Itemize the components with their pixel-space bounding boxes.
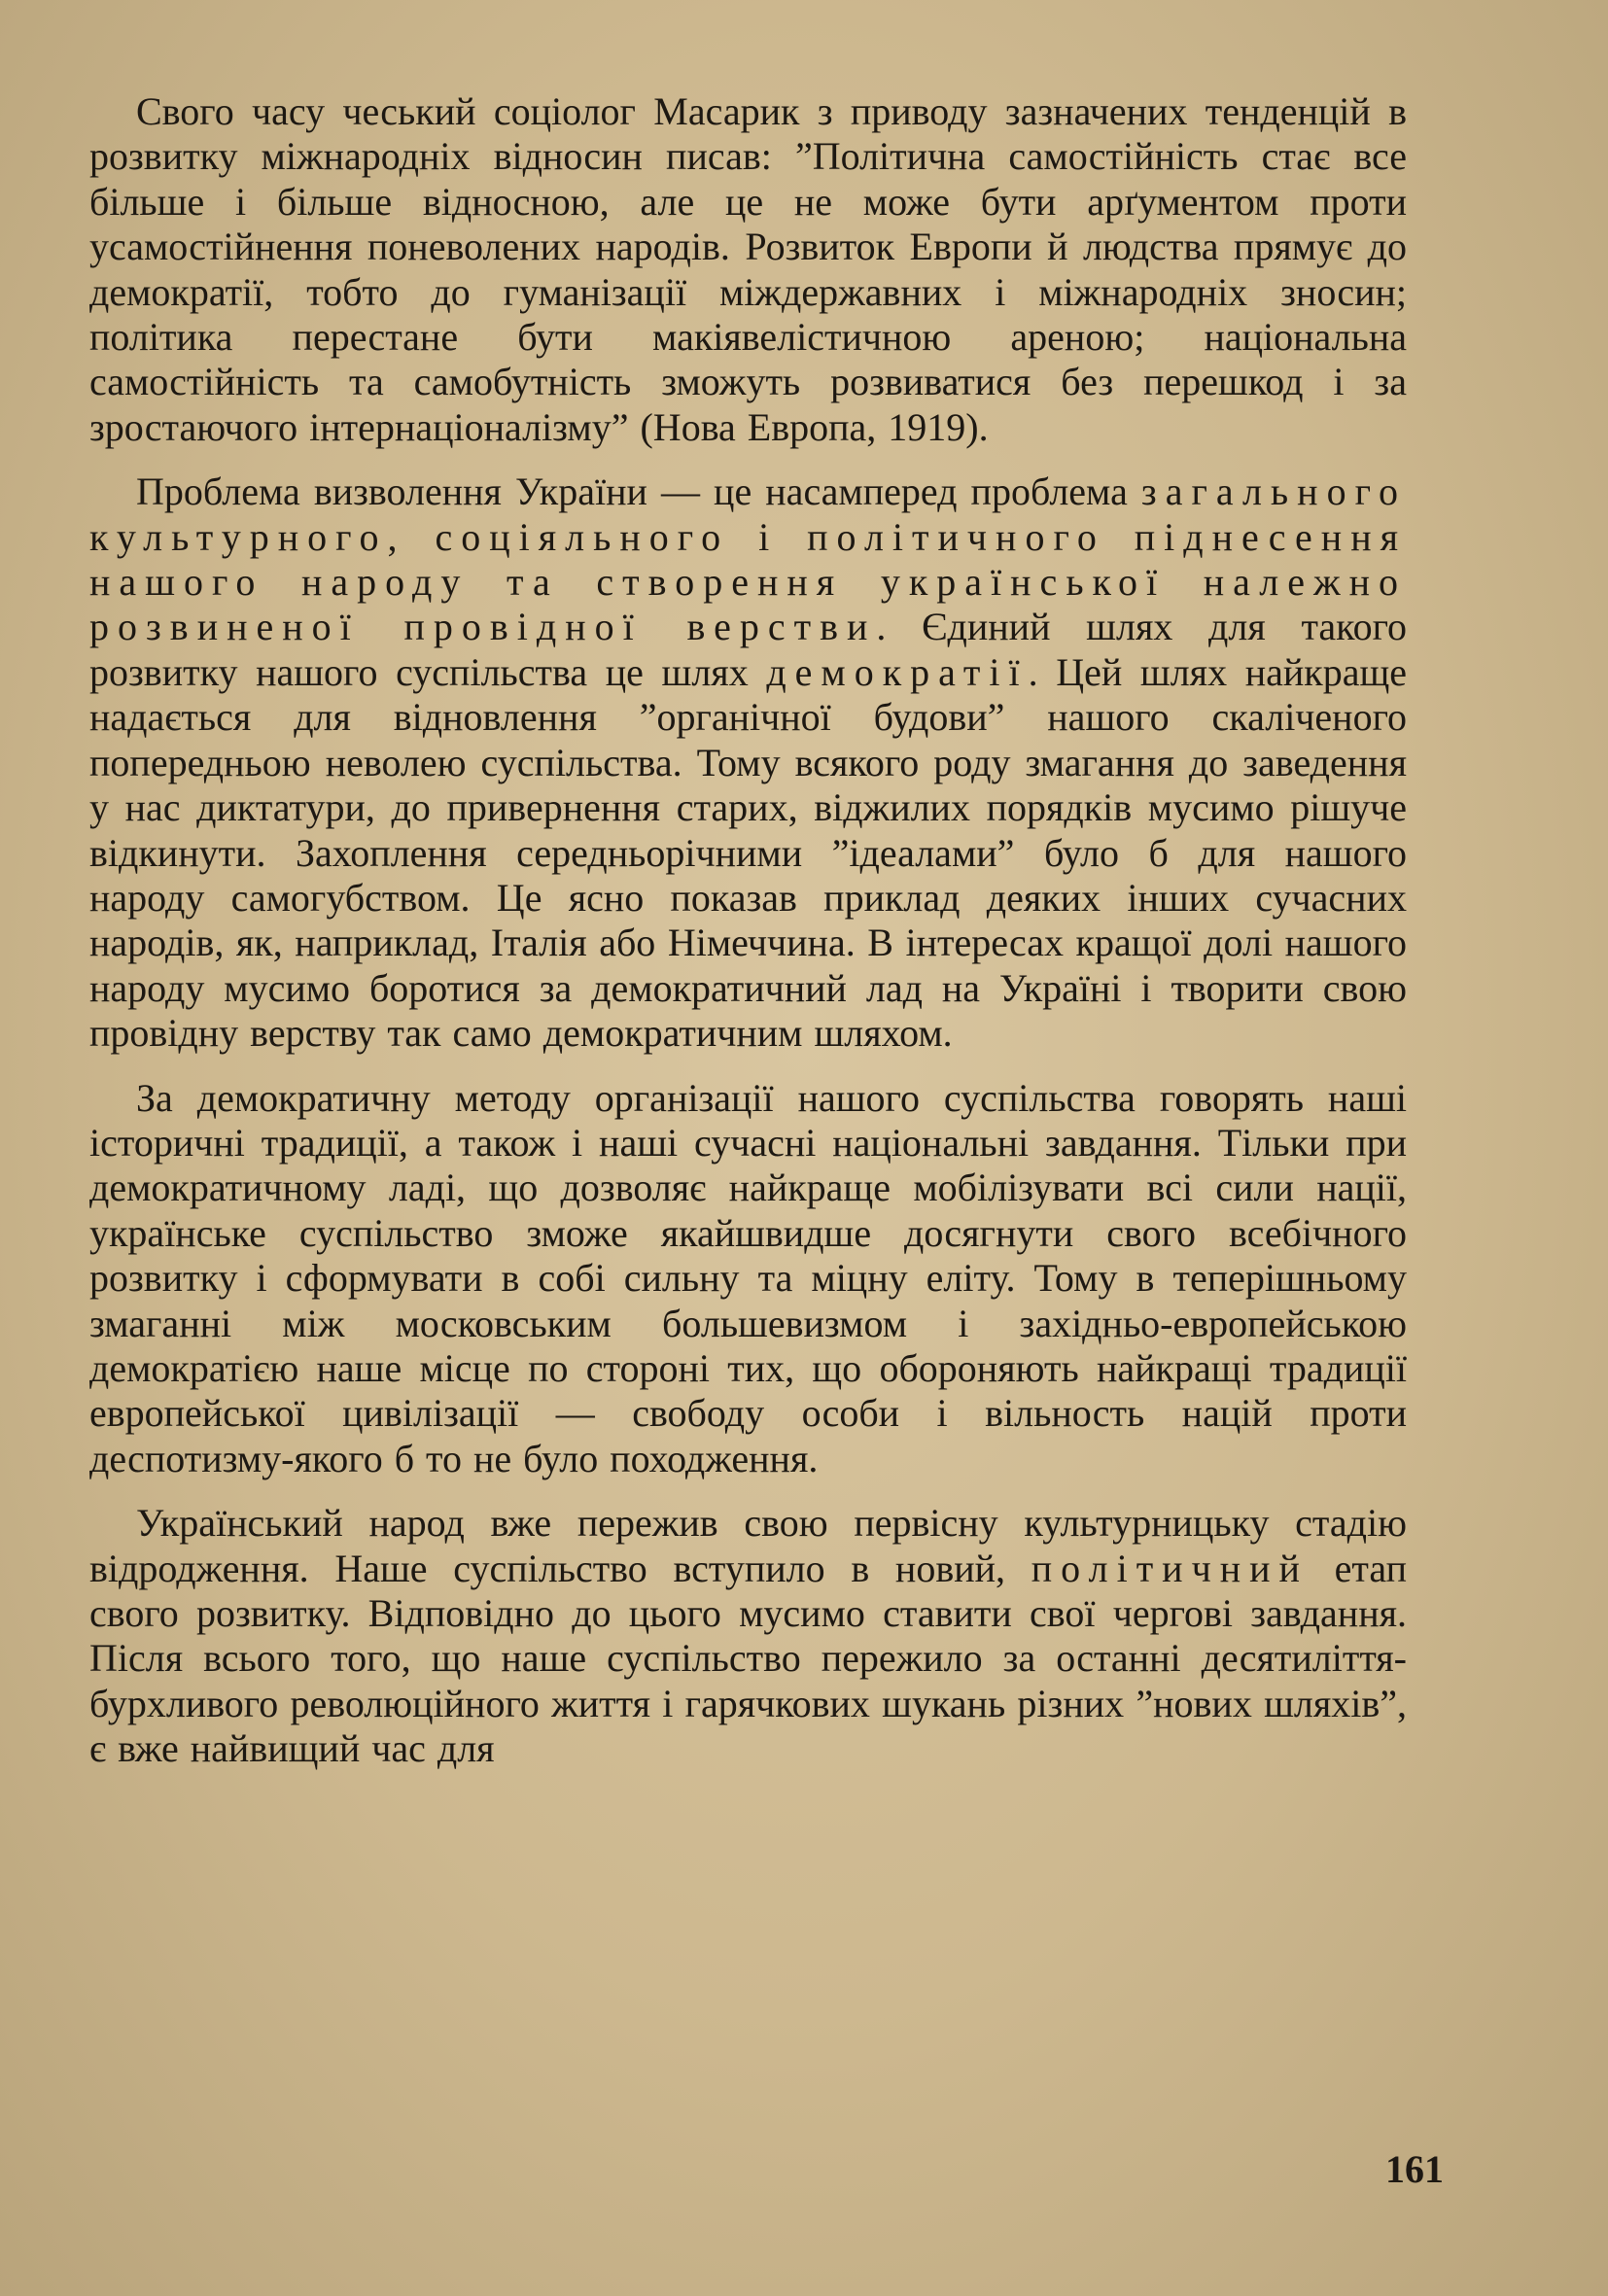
text-run: . Цей шлях найкраще надається для відновлення ”органічної будови” нашого скаліченого попередньою неволею суспільства. Тому всякого роду змагання до заведення у нас диктатури, до привернення старих, віджилих порядків мусимо рішуче відкинути. Захоплення середньорічними ”ідеалами” було б для нашого народу самогубством. Це ясно показав приклад деяких інших сучасних народів, як, наприклад, Італія або Німеччина. В інтересах кращої долі нашого народу мусимо боротися за демократичний лад на Україні і творити свою провідну верству так само демократичним шляхом. (89, 649, 1408, 1056)
emphasized-text: загального культурного, соціяльного і політичного піднесення нашого народу та створення української належно розвиненої провідної верстви (89, 470, 1407, 649)
paragraph-masaryk-quote (89, 89, 1407, 450)
text-run: . Єдиний шлях для такого розвитку нашого суспільства це шлях (89, 605, 1407, 694)
text-run: За демократичну методу організації нашого суспільства говорять наші історичні традиції, а також і наші сучасні національні завдання. Тільки при демократичному ладі, що дозволяє найкраще мобілізувати всі сили нації, українське суспільство зможе якайшвидше досягнути свого всебічного розвитку і сформувати в собі сильну та міцну еліту. Тому в теперішньому змаганні між московським большевизмом і західньо-европейською демократією наше місце по стороні тих, що обороняють найкращі традиції европейської цивілізації — свободу особи і вільность націй проти деспотизму-якого б то не було походження. (89, 1075, 1407, 1480)
body-text (89, 89, 1407, 1792)
page-number: 161 (1385, 2147, 1444, 2191)
paragraph-liberation-problem (89, 470, 1407, 1056)
paragraph-democratic-method (89, 1076, 1407, 1482)
emphasized-text: демократії (766, 649, 1029, 694)
text-run: Свого часу чеський соціолог Масарик з приводу зазначених тенденцій в розвитку міжнародніх відносин писав: ”Політична самостійність стає все більше і більше відносною, але це не може бути арґументом проти усамостійнення поневолених народів. Розвиток Европи й людства прямує до демократії, тобто до гуманізації міждержавних і міжнародніх зносин; політика перестане бути макіявелістичною ареною; національна самостійність та самобутність зможуть розвиватися без перешкод і за зростаючого інтернаціоналізму” (Нова Европа, 1919). (89, 89, 1407, 449)
paragraph-political-stage (89, 1501, 1407, 1771)
text-run: Український народ вже пережив свою первісну культурницьку стадію відродження. Наше суспільство вступило в новий, (89, 1501, 1407, 1590)
text-run: Проблема визволення України — це насамперед проблема (136, 470, 1141, 514)
emphasized-text: політичний (1031, 1546, 1309, 1590)
text-run: етап свого розвитку. Відповідно до цього мусимо ставити свої чергові завдання. Після всього того, що наше суспільство пережило за останні десятиліття-бурхливого революційного життя і гарячкових шукань різних ”нових шляхів”, є вже найвищий час для (89, 1546, 1408, 1771)
